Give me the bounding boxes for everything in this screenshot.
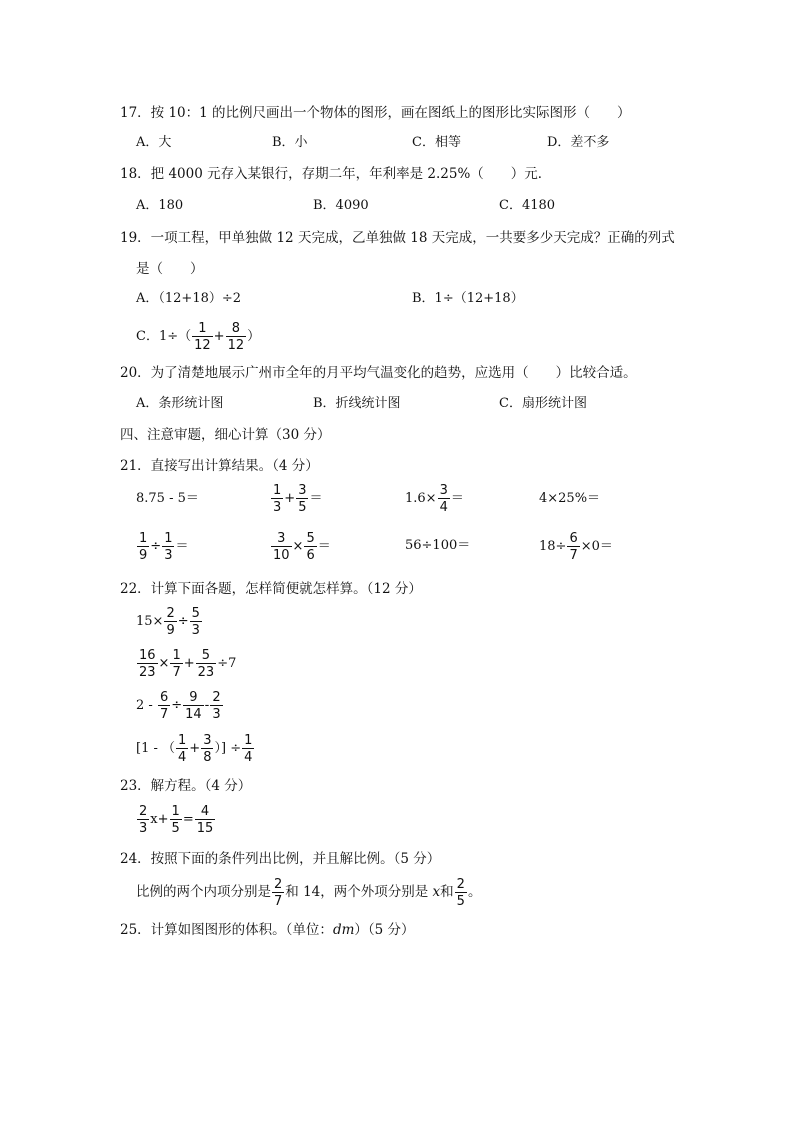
q17-stem: 17．按 10：1 的比例尺画出一个物体的图形，画在图纸上的图形比实际图形（ ） [120, 105, 631, 121]
q24-condition: 比例的两个内项分别是 $\frac{2}{7}$ 和 14，两个外项分别是 x和 $\frac{2}{5}$ 。 [136, 876, 482, 909]
q18-option-c: C．4180 [499, 198, 556, 213]
q19-c-suffix: ） [247, 329, 261, 344]
section-heading: 四、注意审题，细心计算（30 分） [120, 427, 331, 443]
q23-stem: 23．解方程。（4 分） [120, 778, 252, 794]
q18-option-b: B．4090 [313, 198, 369, 213]
q19-stem-line2: 是（ ） [136, 261, 204, 277]
q18-stem: 18．把 4000 元存入某银行，存期二年，年利率是 2.25%（ ）元． [120, 166, 552, 182]
fraction: $\frac{8}{12}$ [227, 320, 245, 353]
q17-option-b: B．小 [272, 135, 308, 150]
q21-expr-8: 18÷ $\frac{6}{7}$ ×0＝ [539, 530, 613, 563]
fraction: $\frac{1}{12}$ [194, 320, 211, 353]
q20-stem: 20．为了清楚地展示广州市全年的月平均气温变化的趋势，应选用（ ）比较合适。 [120, 365, 637, 381]
q19-option-b: B．1÷（12+18） [412, 291, 524, 306]
q19-option-c [136, 318, 260, 356]
q22-row-3: 2 - $\frac{6}{7}$ ÷ $\frac{9}{14}$ - $\frac{2}{3}$ [136, 689, 221, 722]
q22-row-4: [1 - （ $\frac{1}{4}$ + $\frac{3}{8}$ ）] ÷ $\frac{1}{4}$ [136, 732, 253, 765]
q21-expr-1: 8.75 - 5＝ [136, 491, 199, 506]
q22-row-1: 15× $\frac{2}{9}$ ÷ $\frac{5}{3}$ [136, 605, 200, 638]
q21-expr-7: 56÷100＝ [405, 538, 471, 553]
q22-row-2: $\frac{16}{23}$ × $\frac{1}{7}$ + $\frac{5}{23}$ ÷7 [139, 647, 237, 680]
q17-option-d: D．差不多 [547, 135, 610, 150]
q20-option-b: B．折线统计图 [313, 396, 401, 411]
q19-c-prefix: C．1÷（ [136, 329, 192, 344]
q21-expr-5: $\frac{1}{9}$ ÷ $\frac{1}{3}$ ＝ [139, 530, 189, 563]
q21-expr-6: $\frac{3}{10}$ × $\frac{5}{6}$ ＝ [273, 530, 331, 563]
q24-stem: 24．按照下面的条件列出比例，并且解比例。（5 分） [120, 851, 441, 867]
q19-stem-line1: 19．一项工程，甲单独做 12 天完成，乙单独做 18 天完成，一共要多少天完成？正确的列式 [120, 230, 675, 246]
q17-option-a: A．大 [136, 135, 172, 150]
q20-option-c: C．扇形统计图 [499, 396, 587, 411]
q21-expr-4: 4×25%＝ [539, 491, 601, 506]
plus-sign: + [213, 329, 225, 344]
q18-option-a: A．180 [136, 198, 184, 213]
q23-equation: $\frac{2}{3}$ x+ $\frac{1}{5}$ = $\frac{4}{15}$ [139, 803, 214, 836]
q19-option-a: A．（12+18）÷2 [136, 291, 242, 306]
q20-option-a: A．条形统计图 [136, 396, 224, 411]
q22-stem: 22．计算下面各题，怎样简便就怎样算。（12 分） [120, 581, 422, 597]
q25-stem: 25．计算如图图形的体积。（单位：dm）（5 分） [120, 922, 415, 938]
q21-expr-2: $\frac{1}{3}$ + $\frac{3}{5}$ ＝ [273, 482, 323, 515]
unit-label: dm [332, 922, 355, 938]
q21-stem: 21．直接写出计算结果。（4 分） [120, 458, 319, 474]
q21-expr-3: 1.6× $\frac{3}{4}$ ＝ [405, 482, 464, 515]
q17-option-c: C．相等 [412, 135, 461, 150]
